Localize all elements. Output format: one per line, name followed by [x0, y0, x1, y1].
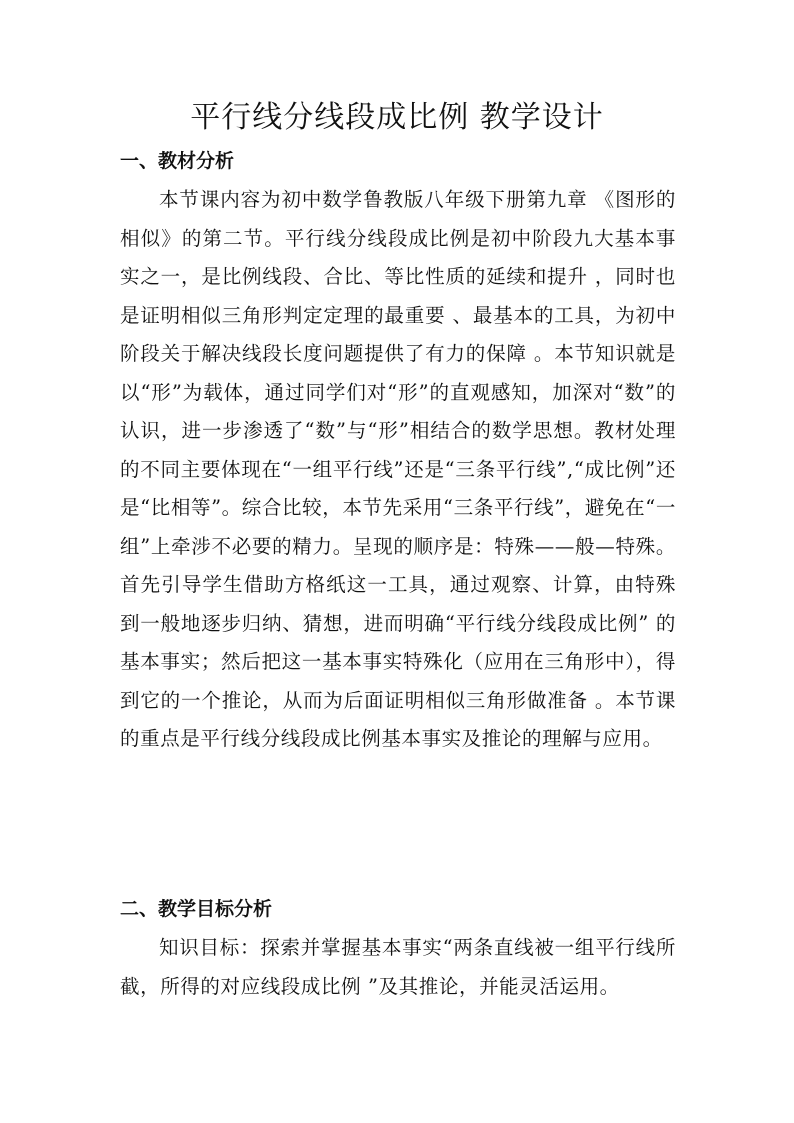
teaching-objectives-paragraph: 知识目标：探索并掌握基本事实“两条直线被一组平行线所截，所得的对应线段成比例 ”及其推论，并能灵活运用。 [120, 936, 676, 998]
section-heading-teaching-objectives: 二、教学目标分析 [120, 898, 273, 920]
section-heading-textbook-analysis: 一、教材分析 [120, 150, 235, 172]
textbook-analysis-paragraph: 本节课内容为初中数学鲁教版八年级下册第九章 《图形的相似》的第二节。平行线分线段成比例是初中阶段九大基本事实之一，是比例线段、合比、等比性质的延续和提升 ，同时也是证明相似三角形判定定理的最重要 、最基本的工具，为初中阶段关于解决线段长度问题提供了有力的保障 。本节知识就是以“形”为载体，通过同学们对“形”的直观感知，加深对“数”的认识，进一步渗透了“数”与“形”相结合的数学思想。教材处理的不同主要体现在“一组平行线”还是“三条平行线”,“成比例”还是“比相等”。综合比较，本节先采用“三条平行线”，避免在“一组”上牵涉不必要的精力。呈现的顺序是：特殊——般—特殊。首先引导学生借助方格纸这一工具，通过观察、计算，由特殊到一般地逐步归纳、猜想，进而明确“平行线分线段成比例” 的基本事实；然后把这一基本事实特殊化（应用在三角形中），得到它的一个推论，从而为后面证明相似三角形做准备 。本节课的重点是平行线分线段成比例基本事实及推论的理解与应用。 [120, 188, 676, 750]
document-title: 平行线分线段成比例 教学设计 [190, 100, 604, 135]
